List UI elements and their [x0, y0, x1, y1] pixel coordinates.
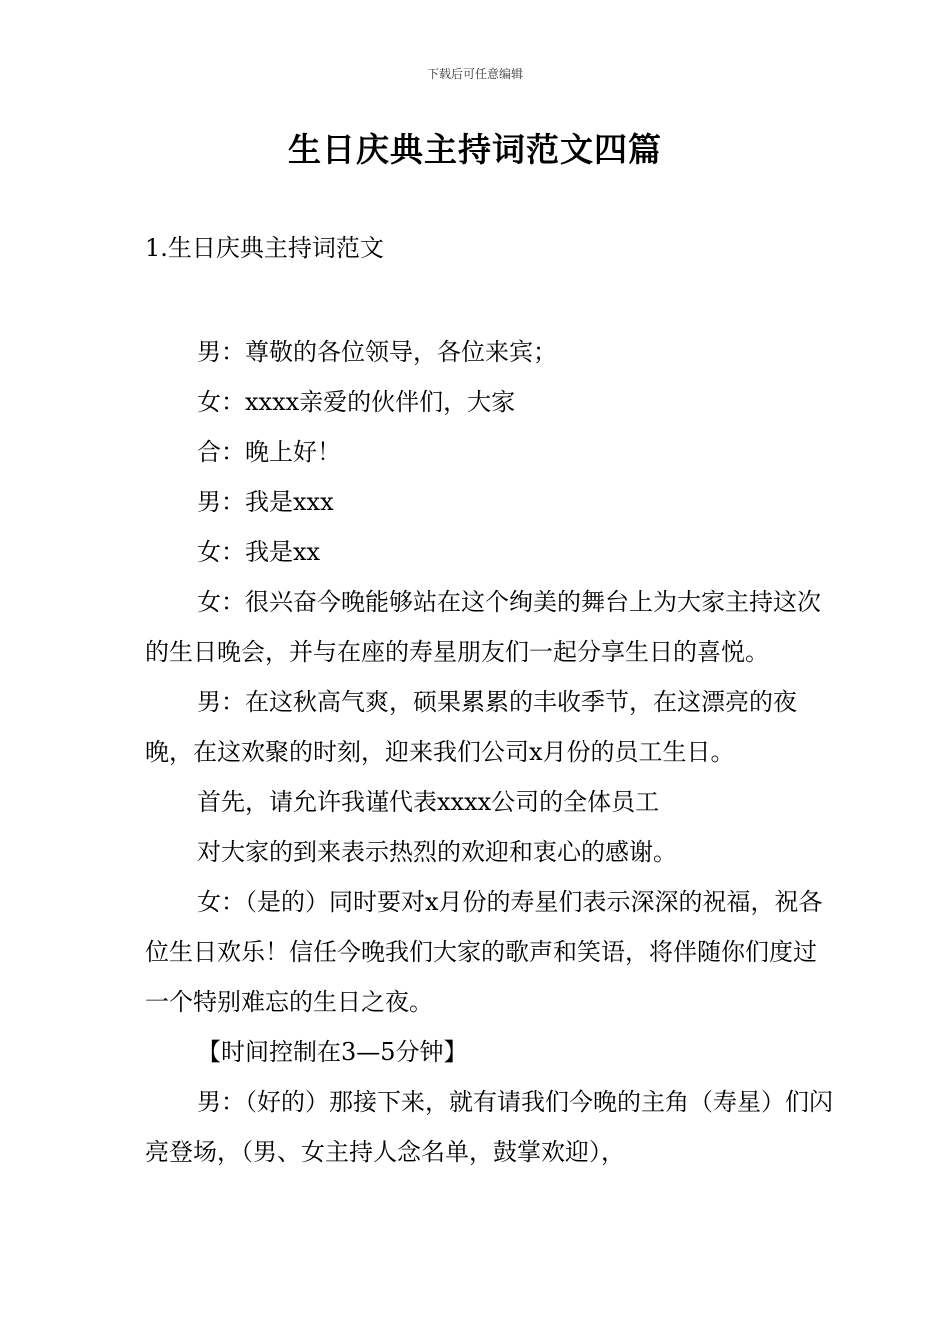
paragraph-5: 女：我是xx — [197, 538, 321, 566]
paragraph-6: 女：很兴奋今晚能够站在这个绚美的舞台上为大家主持这次的生日晚会，并与在座的寿星朋友们一起分享生日的喜悦。 — [145, 588, 821, 666]
paragraph-7: 男：在这秋高气爽，硕果累累的丰收季节，在这漂亮的夜晚，在这欢聚的时刻，迎来我们公司x月份的员工生日。 — [145, 688, 797, 766]
paragraph-9: 对大家的到来表示热烈的欢迎和衷心的感谢。 — [197, 838, 677, 866]
document-body — [145, 327, 835, 1177]
paragraph-10: 女：（是的）同时要对x月份的寿星们表示深深的祝福，祝各位生日欢乐！信任今晚我们大家的歌声和笑语，将伴随你们度过一个特别难忘的生日之夜。 — [145, 888, 823, 1016]
section-heading: 1.生日庆典主持词范文 — [145, 234, 384, 262]
paragraph-3: 合：晚上好！ — [197, 438, 341, 466]
paragraph-11: 【时间控制在3—5分钟】 — [197, 1038, 468, 1066]
paragraph-4: 男：我是xxx — [197, 488, 334, 516]
header-note: 下载后可任意编辑 — [426, 67, 523, 81]
paragraph-1: 男：尊敬的各位领导，各位来宾； — [197, 338, 557, 366]
document-title: 生日庆典主持词范文四篇 — [288, 130, 662, 169]
paragraph-2: 女：xxxx亲爱的伙伴们，大家 — [197, 388, 516, 416]
paragraph-8: 首先，请允许我谨代表xxxx公司的全体员工 — [197, 788, 660, 816]
paragraph-12: 男：（好的）那接下来，就有请我们今晚的主角（寿星）们闪亮登场，（男、女主持人念名单，鼓掌欢迎）， — [145, 1088, 833, 1166]
